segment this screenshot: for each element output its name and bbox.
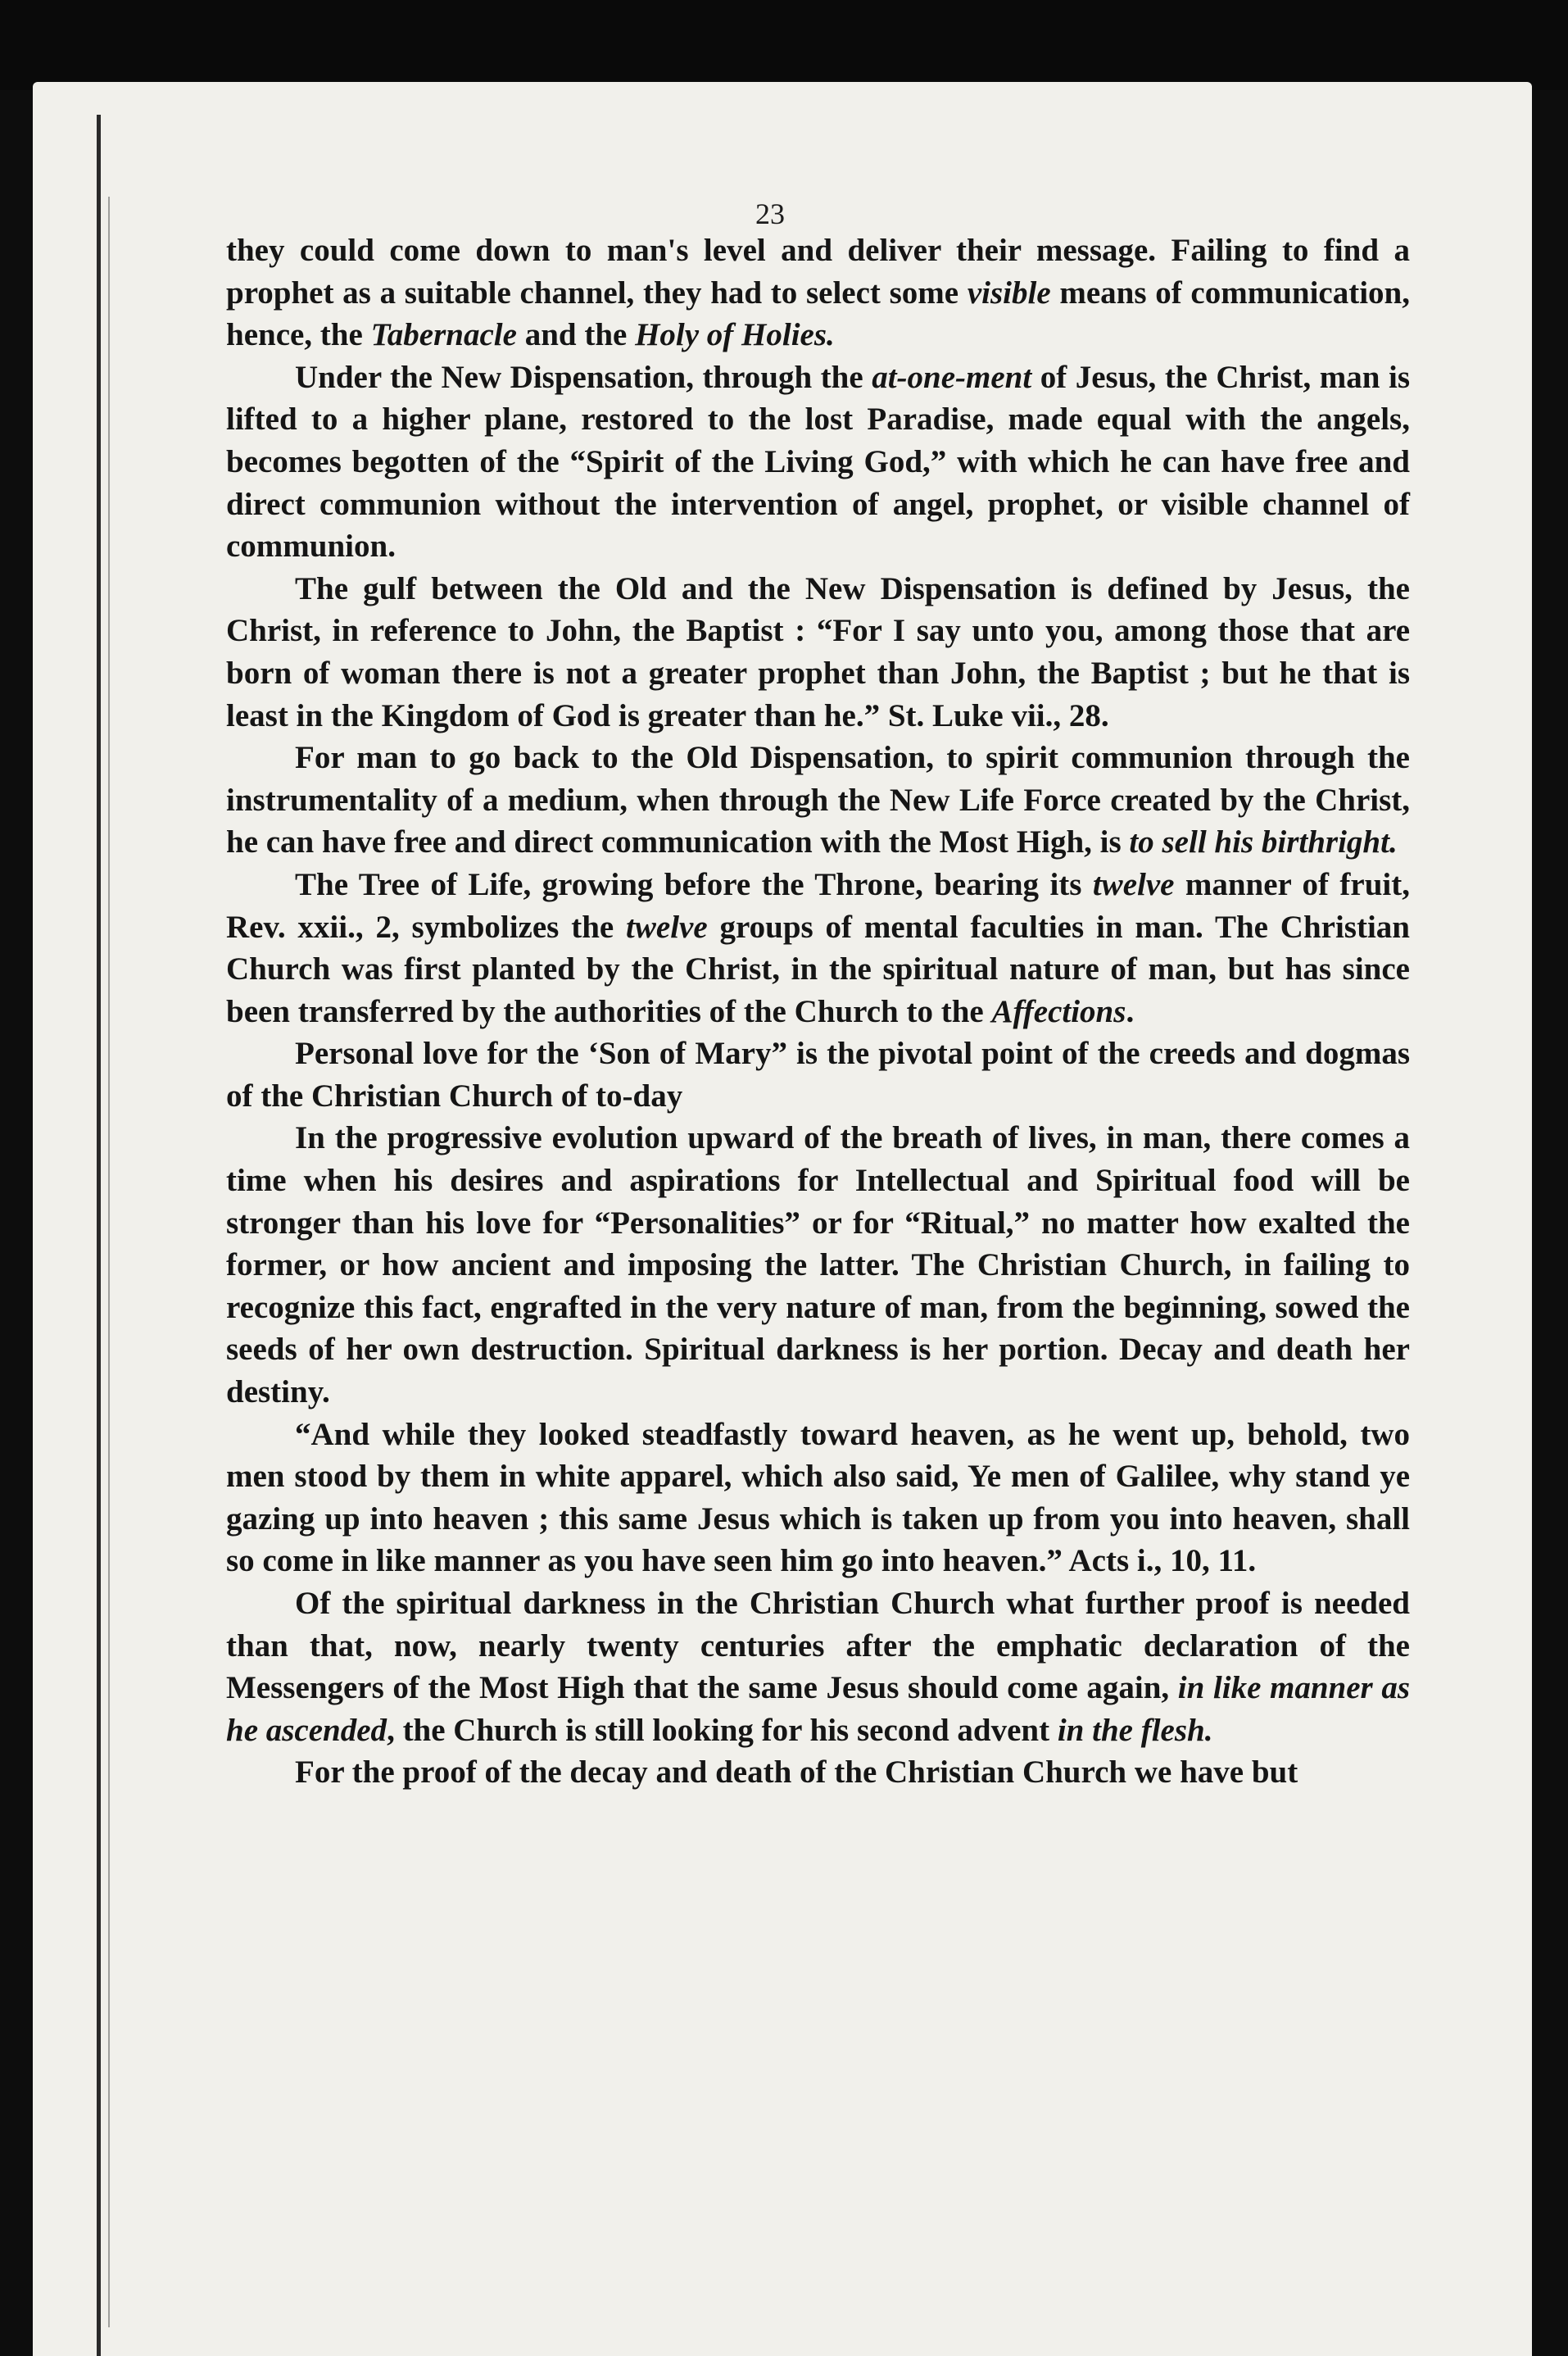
paragraph — [226, 1117, 1410, 1413]
paragraph-text: and the — [516, 317, 636, 353]
italic-text: in like manner as he ascended — [226, 1670, 1410, 1748]
paragraph — [226, 1582, 1410, 1751]
paragraph — [226, 229, 1410, 356]
italic-text: in the flesh. — [1057, 1712, 1213, 1748]
italic-text: to sell his birthright. — [1129, 824, 1398, 860]
paragraph-text: Under the New Dispensation, through the — [295, 359, 872, 395]
paragraph — [226, 864, 1410, 1033]
body-text — [226, 229, 1410, 1794]
paragraph-text: they could come down to man's level and deliver their message. Failing to find a prophet as a suitable channel, they had to select some — [226, 233, 1410, 311]
paragraph — [226, 568, 1410, 737]
italic-text: at-one-ment — [872, 359, 1032, 395]
paragraph-text: . — [1126, 993, 1135, 1029]
paragraph-text: of Jesus, the Christ, man is lifted to a higher plane, restored to the lost Paradise, made equal with the angels, becomes begotten of the “Spirit of the Living God,” with which he can have free and direct communion without the intervention of angel, prophet, or visible channel of communion. — [226, 359, 1410, 565]
paragraph — [226, 1033, 1410, 1117]
paragraph — [226, 1414, 1410, 1582]
paragraph-text: groups of mental faculties in man. The Christian Church was first planted by the Christ, in the spiritual nature of man, but has since been transferred by the authorities of the Church to the — [226, 909, 1410, 1029]
italic-text: Affections — [991, 993, 1126, 1029]
paragraph-text: means of communication, hence, the — [226, 275, 1410, 353]
paragraph — [226, 1751, 1410, 1794]
paragraph-text: Of the spiritual darkness in the Christian Church what further proof is needed than that, now, nearly twenty centuries after the emphatic declaration of the Messengers of the Most High that the same Jesus should come again, — [226, 1586, 1410, 1706]
binding-shadow — [108, 197, 110, 2327]
italic-text: Holy of Holies. — [635, 317, 835, 353]
italic-text: visible — [967, 275, 1051, 311]
paragraph-text: The Tree of Life, growing before the Throne, bearing its — [295, 866, 1093, 902]
paragraph-text: “And while they looked steadfastly toward heaven, as he went up, behold, two men stood by them in white apparel, which also said, Ye men of Galilee, why stand ye gazing up into heaven ; this same Jesus which is taken up from you into heaven, shall so come in like manner as you have seen him go into heaven.” Acts i., 10, 11. — [226, 1416, 1410, 1579]
paragraph-text: For man to go back to the Old Dispensation, to spirit communion through the instrumentality of a medium, when through the New Life Force created by the Christ, he can have free and direct communication with the Most High, is — [226, 740, 1410, 860]
italic-text: twelve — [626, 909, 708, 945]
paragraph-text: manner of fruit, Rev. xxii., 2, symbolizes the — [226, 866, 1410, 945]
italic-text: Tabernacle — [370, 317, 517, 353]
paragraph — [226, 737, 1410, 864]
paragraph — [226, 356, 1410, 568]
italic-text: twelve — [1092, 866, 1175, 902]
scan-top-border — [0, 0, 1568, 90]
binding-edge — [97, 115, 101, 2356]
paragraph-text: Personal love for the ‘Son of Mary” is the pivotal point of the creeds and dogmas of the Christian Church of to-day — [226, 1036, 1410, 1114]
page-number: 23 — [755, 197, 785, 230]
paragraph-text: The gulf between the Old and the New Dispensation is defined by Jesus, the Christ, in reference to John, the Baptist : “For I say unto you, among those that are born of woman there is not a greater prophet than John, the Baptist ; but he that is least in the Kingdom of God is greater than he.” St. Luke vii., 28. — [226, 570, 1410, 733]
paragraph-text: In the progressive evolution upward of the breath of lives, in man, there comes a time when his desires and aspirations for Intellectual and Spiritual food will be stronger than his love for “Personalities” or for “Ritual,” no matter how exalted the former, or how ancient and imposing the latter. The Christian Church, in failing to recognize this fact, engrafted in the very nature of man, from the beginning, sowed the seeds of her own destruction. Spiritual darkness is her portion. Decay and death her destiny. — [226, 1120, 1410, 1410]
paragraph-text: For the proof of the decay and death of the Christian Church we have but — [295, 1755, 1298, 1791]
paragraph-text: , the Church is still looking for his second advent — [387, 1712, 1058, 1748]
